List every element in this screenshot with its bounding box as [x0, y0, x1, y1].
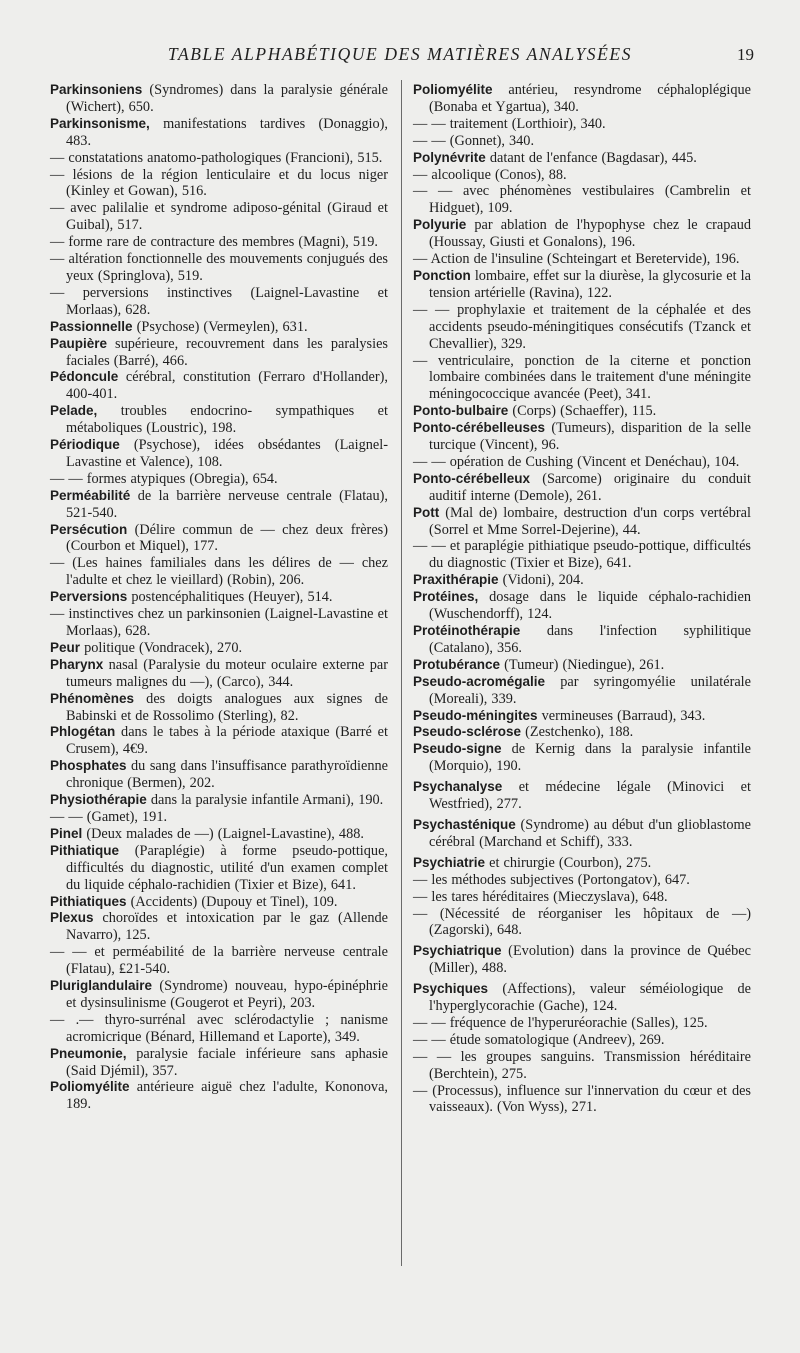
entry-text: par syringomyélie unilatérale (Moreali), 339. [429, 673, 751, 707]
entry-headword: Polyurie [413, 217, 467, 233]
entry-headword: Psychasténique [413, 816, 516, 832]
index-entry [413, 817, 751, 851]
entry-headword: Protéines, [413, 589, 479, 605]
entry-text: — instinctives chez un parkinsonien (Laignel-Lavastine et Morlaas), 628. [50, 606, 388, 639]
index-entry [50, 758, 388, 792]
entry-text: (Tumeur) (Niedingue), 261. [500, 656, 665, 673]
entry-text: — — (Gonnet), 340. [413, 132, 535, 149]
entry-text: (Accidents) (Dupouy et Tinel), 109. [126, 893, 338, 910]
entry-text: du sang dans l'insuffisance parathyroïdienne chronique (Bermen), 202. [66, 758, 388, 792]
index-column-right [413, 82, 751, 1116]
index-entry [413, 906, 751, 940]
index-entry [413, 981, 751, 1015]
index-entry [50, 471, 388, 488]
entry-text: — constatations anatomo-pathologiques (Francioni), 515. [50, 149, 383, 166]
index-entry [413, 150, 751, 167]
entry-text: de Kernig dans la paralysie infantile (Morquio), 190. [429, 741, 751, 775]
entry-headword: Périodique [50, 437, 120, 453]
index-entry [50, 488, 388, 522]
entry-text: postencéphalitiques (Heuyer), 514. [127, 589, 333, 606]
entry-text: datant de l'enfance (Bagdasar), 445. [485, 149, 697, 166]
index-entry [50, 82, 388, 116]
entry-text: cérébral, constitution (Ferraro d'Hollander), 400-401. [66, 369, 388, 403]
entry-text: — — prophylaxie et traitement de la céphalée et des accidents pseudo-méningitiques consécutifs (Tzanck et Chevallier), 329. [413, 301, 751, 352]
index-entry [413, 82, 751, 116]
index-entry [413, 268, 751, 302]
entry-text: (Vidoni), 204. [498, 572, 584, 589]
running-title: TABLE ALPHABÉTIQUE DES MATIÈRES ANALYSÉES [167, 44, 633, 64]
index-entry [413, 779, 751, 813]
index-entry [50, 336, 388, 370]
entry-text: (Zestchenko), 188. [521, 724, 634, 741]
index-entry [413, 403, 751, 420]
entry-headword: Psychiatrie [413, 854, 486, 870]
entry-text: politique (Vondracek), 270. [80, 639, 243, 656]
index-entry [50, 150, 388, 167]
entry-text: — — formes atypiques (Obregia), 654. [50, 470, 278, 487]
index-entry [50, 1079, 388, 1113]
entry-text: des doigts analogues aux signes de Babinski et de Rossolimo (Sterling), 82. [66, 690, 388, 724]
index-entry [50, 234, 388, 251]
entry-headword: Pneumonie, [50, 1045, 127, 1061]
entry-text: — — les groupes sanguins. Transmission héréditaire (Berchtein), 275. [413, 1048, 751, 1082]
index-entry [50, 437, 388, 471]
entry-headword: Pseudo-sclérose [413, 724, 522, 740]
entry-text: (Syndrome) nouveau, hypo-épinéphrie et dysinsulinisme (Gougerot et Peyri), 203. [66, 978, 388, 1011]
entry-headword: Pott [413, 504, 440, 520]
index-entry [413, 353, 751, 404]
entry-text: antérieure aiguë chez l'adulte, Kononova, 189. [66, 1079, 388, 1113]
entry-headword: Pithiatiques [50, 893, 127, 909]
entry-headword: Pseudo-acromégalie [413, 673, 546, 689]
entry-headword: Ponto-cérébelleuses [413, 420, 546, 436]
index-entry [413, 454, 751, 471]
entry-headword: Phlogétan [50, 724, 116, 740]
index-entry [413, 183, 751, 217]
index-entry [413, 872, 751, 889]
entry-text: antérieu, resyndrome céphaloplégique (Bonaba et Ygartua), 340. [429, 82, 751, 115]
index-entry [50, 200, 388, 234]
entry-text: — les tares héréditaires (Mieczyslava), 648. [413, 888, 668, 905]
entry-text: — — fréquence de l'hyperuréorachie (Salles), 125. [413, 1014, 708, 1031]
index-entry [50, 555, 388, 589]
entry-headword: Ponto-bulbaire [413, 403, 509, 419]
index-entry [50, 1046, 388, 1080]
entry-text: dans le tabes à la période ataxique (Barré et Crusem), 4€9. [66, 724, 388, 758]
entry-headword: Pédoncule [50, 369, 119, 385]
entry-headword: Pithiatique [50, 842, 120, 858]
index-entry [50, 251, 388, 285]
entry-headword: Praxithérapie [413, 572, 499, 588]
index-entry [413, 657, 751, 674]
entry-headword: Ponction [413, 267, 471, 283]
entry-headword: Passionnelle [50, 318, 133, 334]
entry-headword: Paupière [50, 335, 108, 351]
entry-headword: Poliomyélite [413, 82, 493, 97]
entry-text: paralysie faciale inférieure sans aphasie (Said Djémil), 357. [66, 1045, 388, 1079]
index-entry [50, 369, 388, 403]
index-entry [50, 978, 388, 1012]
entry-headword: Protubérance [413, 656, 501, 672]
entry-text: — Action de l'insuline (Schteingart et Beretervide), 196. [413, 251, 740, 268]
index-entry [413, 302, 751, 353]
index-entry [413, 217, 751, 251]
entry-headword: Parkinsonisme, [50, 115, 150, 131]
entry-text: (Sarcome) originaire du conduit auditif interne (Demole), 261. [429, 470, 751, 504]
index-entry [50, 843, 388, 894]
entry-headword: Pluriglandulaire [50, 978, 153, 994]
index-entry [413, 420, 751, 454]
index-entry [413, 623, 751, 657]
entry-headword: Ponto-cérébelleux [413, 470, 531, 486]
entry-text: (Syndromes) dans la paralysie générale (Wichert), 650. [66, 82, 388, 115]
entry-text: — (Les haines familiales dans les délires de — chez l'adulte et chez le vieillard) (Robin), 206. [50, 555, 388, 589]
entry-headword: Perméabilité [50, 487, 131, 503]
index-entry [413, 133, 751, 150]
entry-headword: Psychiatrique [413, 943, 502, 959]
index-entry [50, 657, 388, 691]
index-entry [413, 471, 751, 505]
index-entry [413, 943, 751, 977]
index-entry [413, 1083, 751, 1117]
index-entry [413, 1032, 751, 1049]
entry-headword: Psychiques [413, 981, 489, 997]
entry-text: — (Nécessité de réorganiser les hôpitaux de —) (Zagorski), 648. [413, 905, 751, 939]
entry-text: — forme rare de contracture des membres (Magni), 519. [50, 234, 378, 251]
index-entry [413, 538, 751, 572]
entry-headword: Physiothérapie [50, 792, 147, 808]
index-entry [413, 741, 751, 775]
index-entry [413, 505, 751, 539]
index-entry [50, 944, 388, 978]
entry-text: (Psychose), idées obsédantes (Laignel-Lavastine et Valence), 108. [66, 437, 388, 470]
index-entry [413, 1015, 751, 1032]
entry-headword: Pelade, [50, 403, 98, 419]
entry-text: lombaire, effet sur la diurèse, la glycosurie et la tension artérielle (Ravina), 122. [429, 267, 751, 301]
index-entry [50, 285, 388, 319]
entry-text: (Tumeurs), disparition de la selle turcique (Vincent), 96. [429, 420, 751, 454]
entry-headword: Phénomènes [50, 690, 135, 706]
index-entry [50, 606, 388, 640]
entry-text: vermineuses (Barraud), 343. [537, 707, 706, 724]
entry-text: nasal (Paralysie du moteur oculaire externe par tumeurs malignes du —), (Carco), 344. [66, 656, 388, 690]
index-entry [413, 855, 751, 872]
index-entry [50, 691, 388, 725]
index-entry [50, 1012, 388, 1046]
entry-text: — (Processus), influence sur l'innervation du cœur et des vaisseaux). (Von Wyss), 271. [413, 1082, 751, 1116]
column-divider [401, 80, 402, 1266]
entry-headword: Pseudo-méningites [413, 707, 538, 723]
entry-text: et chirurgie (Courbon), 275. [485, 854, 652, 871]
entry-text: choroïdes et intoxication par le gaz (Allende Navarro), 125. [66, 910, 388, 944]
entry-headword: Phosphates [50, 758, 127, 774]
entry-text: — altération fonctionnelle des mouvements conjugués des yeux (Springlova), 519. [50, 251, 388, 284]
entry-headword: Psychanalyse [413, 779, 503, 795]
entry-text: (Psychose) (Vermeylen), 631. [132, 318, 308, 335]
entry-text: par ablation de l'hypophyse chez le crapaud (Houssay, Giusti et Gonalons), 196. [429, 217, 751, 251]
index-entry [50, 589, 388, 606]
index-entry [413, 116, 751, 133]
index-entry [50, 116, 388, 150]
entry-text: — — opération de Cushing (Vincent et Denéchau), 104. [413, 453, 740, 470]
entry-text: — les méthodes subjectives (Portongatov), 647. [413, 871, 690, 888]
entry-text: dosage dans le liquide céphalo-rachidien (Wuschendorff), 124. [429, 589, 751, 623]
index-entry [50, 809, 388, 826]
entry-text: (Evolution) dans la province de Québec (Miller), 488. [429, 943, 751, 977]
entry-text: — perversions instinctives (Laignel-Lavastine et Morlaas), 628. [50, 284, 388, 318]
index-entry [413, 589, 751, 623]
entry-text: — — traitement (Lorthioir), 340. [413, 115, 606, 132]
entry-text: et médecine légale (Minovici et Westfried), 277. [429, 779, 751, 813]
entry-headword: Pharynx [50, 656, 104, 672]
entry-text: (Paraplégie) à forme pseudo-pottique, difficultés du diagnostic, utilité d'un examen complet du liquide céphalo-rachidien (Tixier et Bize), 641. [66, 842, 388, 893]
entry-headword: Pseudo-signe [413, 741, 502, 757]
entry-text: — — et paraplégie pithiatique pseudo-pottique, difficultés du diagnostic (Tixier et Bize), 641. [413, 538, 751, 572]
entry-headword: Pinel [50, 825, 83, 841]
entry-text: — — avec phénomènes vestibulaires (Cambrelin et Hidguet), 109. [413, 183, 751, 217]
entry-headword: Plexus [50, 910, 94, 926]
entry-text: troubles endocrino- sympathiques et métaboliques (Loustric), 198. [66, 403, 388, 437]
index-entry [50, 640, 388, 657]
index-entry [413, 167, 751, 184]
index-entry [413, 674, 751, 708]
index-column-left [50, 82, 388, 1113]
index-entry [50, 522, 388, 556]
entry-text: manifestations tardives (Donaggio), 483. [66, 115, 388, 149]
index-entry [50, 724, 388, 758]
index-entry [413, 724, 751, 741]
index-entry [50, 167, 388, 201]
entry-text: supérieure, recouvrement dans les paralysies faciales (Barré), 466. [66, 335, 388, 369]
entry-text: — — et perméabilité de la barrière nerveuse centrale (Flatau), ₤21-540. [50, 944, 388, 978]
entry-headword: Protéinothérapie [413, 623, 521, 638]
index-entry [413, 251, 751, 268]
index-entry [50, 826, 388, 843]
entry-text: — lésions de la région lenticulaire et du locus niger (Kinley et Gowan), 516. [50, 166, 388, 200]
entry-text: (Délire commun de — chez deux frères) (Courbon et Miquel), 177. [66, 521, 388, 555]
entry-headword: Poliomyélite [50, 1079, 130, 1095]
index-entry [413, 572, 751, 589]
entry-text: — alcoolique (Conos), 88. [413, 166, 567, 183]
entry-text: (Mal de) lombaire, destruction d'un corps vertébral (Sorrel et Mme Sorrel-Dejerine), 44. [429, 504, 751, 538]
entry-text: de la barrière nerveuse centrale (Flatau), 521-540. [66, 487, 388, 521]
entry-text: — — étude somatologique (Andreev), 269. [413, 1031, 665, 1048]
index-entry [50, 319, 388, 336]
entry-headword: Peur [50, 639, 81, 655]
entry-text: (Corps) (Schaeffer), 115. [508, 403, 657, 420]
index-entry [50, 403, 388, 437]
page-header [40, 44, 760, 70]
entry-text: — ventriculaire, ponction de la citerne et ponction lombaire combinées dans le traitement d'une méningite méningococcique avancée (Peet), 341. [413, 352, 751, 403]
index-entry [413, 1049, 751, 1083]
entry-text: — avec palilalie et syndrome adiposo-génital (Giraud et Guibal), 517. [50, 200, 388, 234]
entry-text: dans l'infection syphilitique (Catalano), 356. [429, 623, 751, 656]
entry-text: dans la paralysie infantile Armani), 190. [146, 792, 384, 809]
entry-text: — .— thyro-surrénal avec sclérodactylie ; nanisme acromicrique (Bénard, Hillemand et Laporte), 349. [50, 1011, 388, 1045]
entry-text: (Deux malades de —) (Laignel-Lavastine), 488. [82, 825, 364, 842]
entry-text: — — (Gamet), 191. [50, 808, 168, 825]
entry-text: (Syndrome) au début d'un glioblastome cérébral (Marchand et Schiff), 333. [429, 816, 751, 850]
page-number: 19 [737, 45, 754, 64]
entry-headword: Polynévrite [413, 149, 486, 165]
index-entry [50, 910, 388, 944]
entry-headword: Perversions [50, 589, 128, 605]
entry-text: (Affections), valeur séméiologique de l'hyperglycorachie (Gache), 124. [429, 981, 751, 1015]
index-entry [50, 894, 388, 911]
index-entry [413, 889, 751, 906]
index-entry [413, 708, 751, 725]
entry-headword: Persécution [50, 521, 128, 537]
index-entry [50, 792, 388, 809]
entry-headword: Parkinsoniens [50, 82, 143, 97]
